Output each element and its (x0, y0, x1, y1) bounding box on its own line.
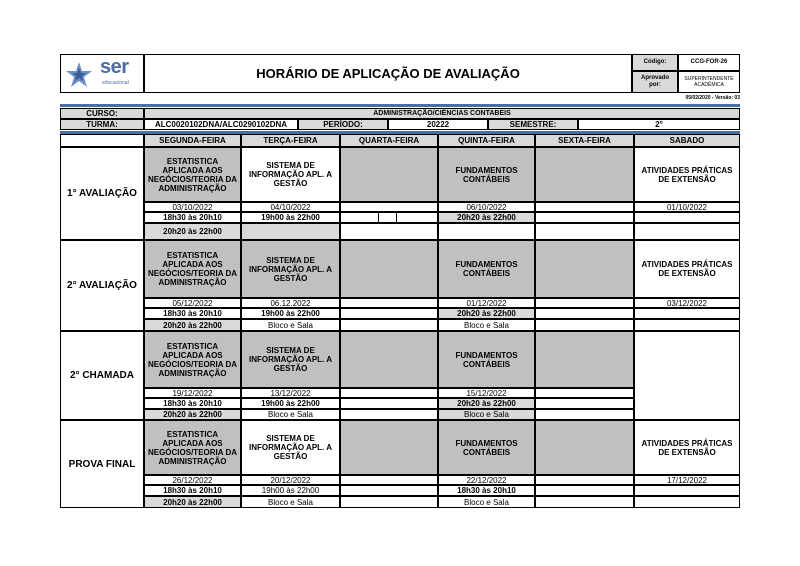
subject-cell: ATIVIDADES PRÁTICAS DE EXTENSÃO (634, 240, 740, 298)
day-header-friday: SEXTA-FEIRA (535, 134, 634, 147)
date-cell: 15/12/2022 (438, 388, 535, 398)
logo-subtext: educacional (102, 80, 129, 86)
time-cell: 20h20 às 22h00 (144, 496, 241, 508)
divider-mark (378, 212, 379, 223)
time-cell (340, 485, 438, 496)
date-cell (535, 298, 634, 308)
date-cell: 20/12/2022 (241, 475, 340, 485)
time-cell: 19h00 às 22h00 (241, 212, 340, 223)
logo (64, 58, 142, 90)
aprovado-value: SUPERINTENDENTE ACADÊMICA (678, 71, 740, 93)
time-cell (340, 212, 438, 223)
subject-cell: FUNDAMENTOS CONTÁBEIS (438, 420, 535, 475)
empty-cell (340, 331, 438, 388)
info-cell (340, 496, 438, 508)
info-cell (535, 409, 634, 420)
time-cell (535, 212, 634, 223)
time-cell: 19h00 às 22h00 (241, 308, 340, 319)
subject-cell: SISTEMA DE INFORMAÇÃO APL. A GESTÃO (241, 240, 340, 298)
codigo-value: CCG-FOR-26 (678, 54, 740, 71)
time-cell (535, 398, 634, 409)
date-cell: 05/12/2022 (144, 298, 241, 308)
time-cell: 20h20 às 22h00 (144, 223, 241, 240)
subject-cell: SISTEMA DE INFORMAÇÃO APL. A GESTÃO (241, 147, 340, 202)
curso-label: CURSO: (60, 108, 144, 119)
time-cell: 18h30 às 20h10 (438, 485, 535, 496)
time-cell (634, 212, 740, 223)
date-cell (535, 202, 634, 212)
room-cell: Bloco e Sala (241, 319, 340, 331)
empty-cell (634, 331, 740, 420)
divider-line (60, 104, 740, 107)
date-cell (340, 202, 438, 212)
periodo-label: PERÍODO: (298, 119, 388, 130)
codigo-label: Código: (632, 54, 678, 71)
info-cell (535, 319, 634, 331)
subject-cell: ESTATISTICA APLICADA AOS NEGÓCIOS/TEORIA DA ADMINISTRAÇÃO (144, 331, 241, 388)
day-header-saturday: SABADO (634, 134, 740, 147)
day-header-tuesday: TERÇA-FEIRA (241, 134, 340, 147)
info-cell (634, 496, 740, 508)
info-cell (340, 409, 438, 420)
time-cell: 18h30 às 20h10 (144, 485, 241, 496)
date-cell (340, 475, 438, 485)
day-header-monday: SEGUNDA-FEIRA (144, 134, 241, 147)
empty-cell (535, 331, 634, 388)
subject-cell: ESTATISTICA APLICADA AOS NEGÓCIOS/TEORIA DA ADMINISTRAÇÃO (144, 240, 241, 298)
turma-value: ALC0020102DNA/ALC0290102DNA (144, 119, 298, 130)
empty-cell (535, 147, 634, 202)
block-label: 1° AVALIAÇÃO (60, 147, 144, 240)
block-label: 2° AVALIAÇÃO (60, 240, 144, 331)
room-cell: Bloco e Sala (241, 496, 340, 508)
empty-cell (535, 420, 634, 475)
corner-cell (60, 134, 144, 147)
divider-mark (396, 212, 397, 223)
empty-cell (340, 147, 438, 202)
time-cell: 20h20 às 22h00 (144, 409, 241, 420)
subject-cell: SISTEMA DE INFORMAÇÃO APL. A GESTÃO (241, 420, 340, 475)
date-cell (340, 388, 438, 398)
info-cell (535, 223, 634, 240)
block-label: 2° CHAMADA (60, 331, 144, 420)
date-cell: 03/10/2022 (144, 202, 241, 212)
time-cell: 18h30 às 20h10 (144, 308, 241, 319)
date-cell: 06/10/2022 (438, 202, 535, 212)
date-cell: 03/12/2022 (634, 298, 740, 308)
empty-cell (535, 240, 634, 298)
curso-value: ADMINISTRAÇÃO/CIÊNCIAS CONTABEIS (144, 108, 740, 119)
turma-label: TURMA: (60, 119, 144, 130)
star-logo-icon (64, 60, 94, 90)
room-cell: Bloco e Sala (438, 319, 535, 331)
time-cell (634, 308, 740, 319)
info-cell (340, 223, 438, 240)
document-title-box (144, 54, 632, 93)
document-title: HORÁRIO DE APLICAÇÃO DE AVALIAÇÃO (256, 66, 520, 81)
subject-cell: FUNDAMENTOS CONTÁBEIS (438, 240, 535, 298)
time-cell: 18h30 às 20h10 (144, 212, 241, 223)
subject-cell: ESTATISTICA APLICADA AOS NEGÓCIOS/TEORIA DA ADMINISTRAÇÃO (144, 147, 241, 202)
version-text: 05/02/2020 - Versão: 03 (685, 95, 740, 101)
date-cell (340, 298, 438, 308)
info-cell (535, 496, 634, 508)
time-cell (634, 485, 740, 496)
time-cell (340, 398, 438, 409)
subject-cell: ATIVIDADES PRÁTICAS DE EXTENSÃO (634, 147, 740, 202)
date-cell: 19/12/2022 (144, 388, 241, 398)
date-cell: 17/12/2022 (634, 475, 740, 485)
day-header-thursday: QUINTA-FEIRA (438, 134, 535, 147)
date-cell: 22/12/2022 (438, 475, 535, 485)
date-cell (535, 475, 634, 485)
time-cell (340, 308, 438, 319)
time-cell: 19h00 às 22h00 (241, 398, 340, 409)
subject-cell: SISTEMA DE INFORMAÇÃO APL. A GESTÃO (241, 331, 340, 388)
block-label: PROVA FINAL (60, 420, 144, 508)
time-cell: 20h20 às 22h00 (438, 308, 535, 319)
empty-cell (340, 240, 438, 298)
logo-text: ser (100, 56, 129, 78)
date-cell (535, 388, 634, 398)
semestre-label: SEMESTRE: (488, 119, 578, 130)
subject-cell: ESTATISTICA APLICADA AOS NEGÓCIOS/TEORIA DA ADMINISTRAÇÃO (144, 420, 241, 475)
time-cell (535, 308, 634, 319)
info-cell (634, 319, 740, 331)
room-cell: Bloco e Sala (438, 496, 535, 508)
date-cell: 01/12/2022 (438, 298, 535, 308)
semestre-value: 2° (578, 119, 740, 130)
date-cell: 01/10/2022 (634, 202, 740, 212)
time-cell: 20h20 às 22h00 (438, 398, 535, 409)
subject-cell: ATIVIDADES PRÁTICAS DE EXTENSÃO (634, 420, 740, 475)
aprovado-label: Aprovado por: (632, 71, 678, 93)
subject-cell: FUNDAMENTOS CONTÁBEIS (438, 331, 535, 388)
room-cell: Bloco e Sala (241, 409, 340, 420)
info-cell (241, 223, 340, 240)
info-cell (340, 319, 438, 331)
room-cell: Bloco e Sala (438, 409, 535, 420)
day-header-wednesday: QUARTA-FEIRA (340, 134, 438, 147)
time-cell: 20h20 às 22h00 (144, 319, 241, 331)
periodo-value: 20222 (388, 119, 488, 130)
empty-cell (340, 420, 438, 475)
date-cell: 06.12.2022 (241, 298, 340, 308)
time-cell (535, 485, 634, 496)
info-cell (634, 223, 740, 240)
subject-cell: FUNDAMENTOS CONTÁBEIS (438, 147, 535, 202)
time-cell: 20h20 às 22h00 (438, 212, 535, 223)
info-cell (438, 223, 535, 240)
date-cell: 04/10/2022 (241, 202, 340, 212)
date-cell: 26/12/2022 (144, 475, 241, 485)
date-cell: 13/12/2022 (241, 388, 340, 398)
time-cell: 18h30 às 20h10 (144, 398, 241, 409)
time-cell: 19h00 às 22h00 (241, 485, 340, 496)
